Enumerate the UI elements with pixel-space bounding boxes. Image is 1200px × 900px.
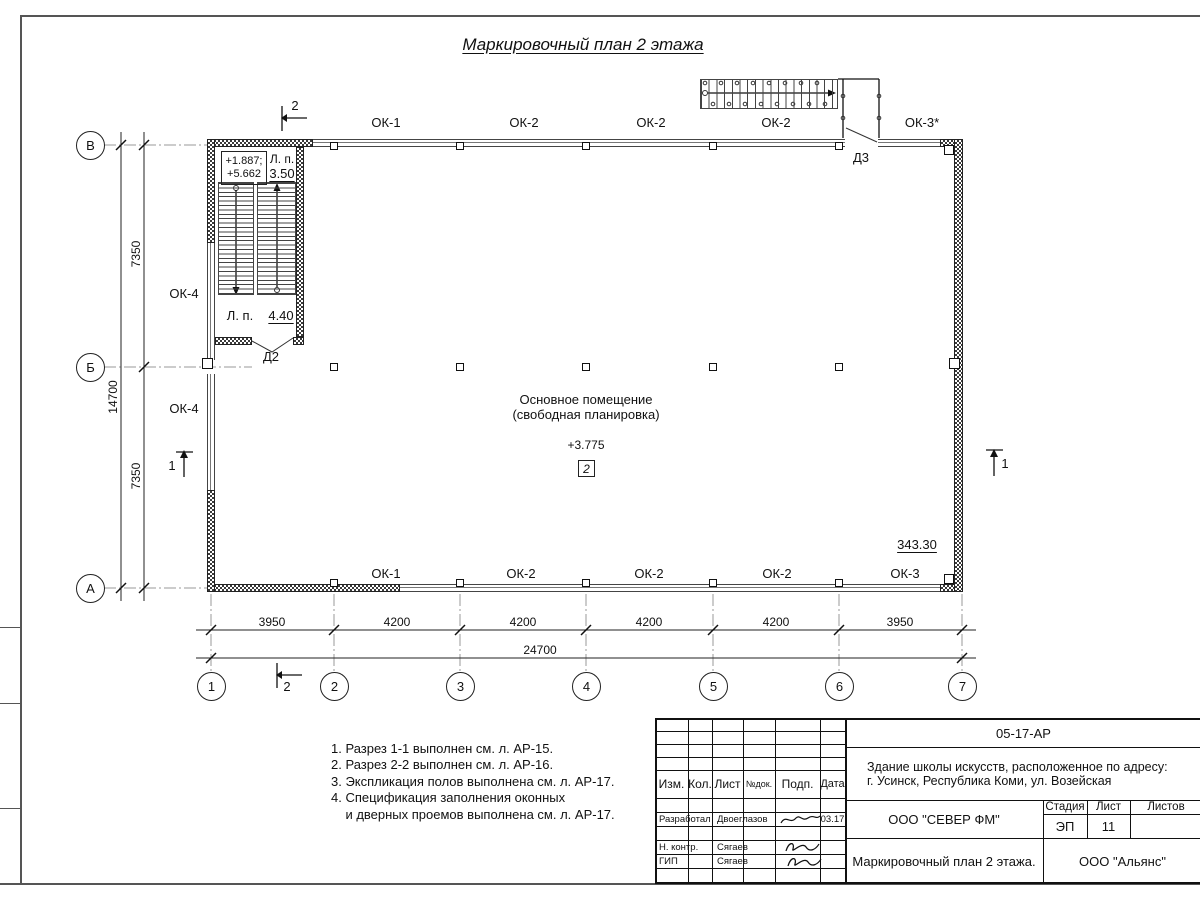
window-band-left-lower	[207, 374, 215, 490]
column-marker	[456, 579, 464, 587]
dim-left-bottom: 7350	[129, 462, 143, 490]
window-label-bottom-3: ОК-2	[634, 566, 664, 581]
room-name-line1: Основное помещение	[519, 392, 653, 407]
axis-label: 4	[582, 679, 591, 694]
tb-header-list: Лист	[714, 777, 741, 791]
column-marker	[835, 142, 843, 150]
dim-bottom-3: 4200	[509, 615, 537, 629]
stair-wall-bottom-right	[293, 337, 304, 345]
room-elevation: +3.775	[567, 438, 605, 452]
signature	[778, 812, 822, 826]
axis-circle-v	[76, 131, 105, 160]
column-marker	[949, 358, 960, 369]
column-marker	[330, 142, 338, 150]
tb-stage-value: ЭП	[1055, 818, 1075, 834]
axis-circle-b	[76, 353, 105, 382]
note-line: 3. Экспликация полов выполнена см. л. АР-17.	[331, 773, 615, 789]
axis-label: Б	[86, 360, 95, 375]
window-label-left-upper: ОК-4	[169, 286, 199, 301]
window-label-top-1: ОК-1	[371, 115, 401, 130]
door-label-d2: Д2	[262, 349, 280, 364]
window-label-bottom-5: ОК-3	[890, 566, 920, 581]
tb-name-developer: Двоеглазов	[717, 813, 768, 825]
tb-hline	[655, 731, 845, 732]
axis-label: В	[86, 138, 95, 153]
section-label-1-left: 1	[168, 458, 176, 473]
wall-top-left	[211, 139, 313, 147]
window-label-top-3: ОК-2	[636, 115, 666, 130]
column-marker	[709, 579, 717, 587]
axis-circle-1	[197, 672, 226, 701]
window-band-left-upper	[207, 243, 215, 360]
axis-circle-2	[320, 672, 349, 701]
window-label-top-2: ОК-2	[509, 115, 539, 130]
tb-drawing-name: Маркировочный план 2 этажа.	[852, 853, 1036, 869]
tb-contractor: ООО "Альянс"	[1079, 853, 1166, 869]
dim-bottom-1: 3950	[258, 615, 286, 629]
tb-header-izm: Изм.	[658, 777, 685, 791]
note-line: и дверных проемов выполнена см. л. АР-17.	[331, 806, 615, 822]
door-swings	[252, 128, 877, 352]
column-marker	[944, 574, 954, 584]
axis-label: 5	[709, 679, 718, 694]
tb-sheets-label: Листов	[1147, 801, 1185, 813]
tb-role-ncontrol: Н. контр.	[659, 841, 699, 853]
tb-header-ndok: №док.	[745, 779, 773, 789]
window-label-bottom-1: ОК-1	[371, 566, 401, 581]
signature	[782, 839, 822, 855]
axis-label: 1	[207, 679, 216, 694]
external-stair	[700, 79, 838, 109]
stair-elevation-2: +5.662	[227, 168, 261, 180]
dim-bottom-6: 3950	[886, 615, 914, 629]
room-area: 343.30	[897, 537, 937, 552]
axis-circle-3	[446, 672, 475, 701]
window-band-bottom	[400, 584, 940, 592]
tb-hline	[655, 757, 845, 758]
axis-label: А	[86, 581, 95, 596]
section-label-2-top: 2	[291, 98, 299, 113]
page-title: Маркировочный план 2 этажа	[462, 35, 704, 54]
tb-role-developer: Разработал	[659, 813, 711, 825]
room-number: 2	[583, 461, 590, 476]
stair-landing-bottom-label: Л. п.	[226, 308, 254, 323]
stair-elevation-1: +1.887;	[225, 155, 263, 167]
window-label-bottom-2: ОК-2	[506, 566, 536, 581]
axis-circle-4	[572, 672, 601, 701]
column-marker	[582, 579, 590, 587]
column-marker	[330, 579, 338, 587]
axis-circle-5	[699, 672, 728, 701]
wall-left-lower	[207, 490, 215, 592]
column-marker	[456, 142, 464, 150]
tb-doc-number: 05-17-АР	[996, 726, 1051, 741]
stair-wall-bottom-left	[215, 337, 252, 345]
wall-left-upper	[207, 139, 215, 243]
column-marker	[582, 142, 590, 150]
tb-stage-label: Стадия	[1045, 801, 1085, 813]
tb-header-data: Дата	[820, 778, 845, 790]
wall-bottom-left	[211, 584, 400, 592]
column-marker	[709, 142, 717, 150]
section-label-2-bottom: 2	[283, 679, 291, 694]
stair-wall-right	[296, 147, 304, 337]
room-number-box	[578, 460, 595, 477]
section-mark-1-left	[176, 450, 193, 477]
column-marker	[456, 363, 464, 371]
dim-left-total: 14700	[106, 380, 120, 414]
dim-bottom-total: 24700	[523, 643, 557, 657]
axis-label: 6	[835, 679, 844, 694]
door-label-d3: Д3	[852, 150, 870, 165]
column-marker	[835, 363, 843, 371]
window-label-top-5: ОК-3*	[904, 115, 940, 130]
column-marker	[202, 358, 213, 369]
tb-header-podp: Подп.	[781, 777, 814, 791]
tb-sheet-label: Лист	[1096, 801, 1121, 813]
stair-elevation-box	[221, 151, 267, 185]
dim-left-top: 7350	[129, 240, 143, 268]
window-band-top	[313, 139, 845, 147]
section-label-1-right: 1	[1001, 456, 1009, 471]
column-marker	[835, 579, 843, 587]
axis-circle-6	[825, 672, 854, 701]
tb-vline	[712, 718, 713, 884]
dim-bottom-4: 4200	[635, 615, 663, 629]
stair-stringer	[253, 182, 258, 295]
axis-label: 2	[330, 679, 339, 694]
dim-bottom-5: 4200	[762, 615, 790, 629]
signature	[784, 854, 824, 870]
window-label-bottom-4: ОК-2	[762, 566, 792, 581]
axis-circle-a	[76, 574, 105, 603]
tb-header-kol: Кол.	[688, 777, 712, 791]
tb-role-gip: ГИП	[659, 855, 678, 867]
axis-circle-7	[948, 672, 977, 701]
window-label-top-4: ОК-2	[761, 115, 791, 130]
tb-hline	[655, 744, 845, 745]
tb-name-gip: Сягаев	[717, 855, 748, 867]
axis-label: 7	[958, 679, 967, 694]
room-name-line2: (свободная планировка)	[512, 407, 660, 422]
notes-block	[331, 741, 615, 823]
note-line: 4. Спецификация заполнения оконных	[331, 790, 566, 806]
tb-object-line1: Здание школы искусств, расположенное по адресу:	[867, 759, 1168, 774]
stair-landing-top-label: Л. п.	[269, 152, 295, 166]
tb-name-ncontrol: Сягаев	[717, 841, 748, 853]
tb-sheets-value	[1130, 814, 1200, 838]
tb-date-developer: 03.17	[820, 813, 845, 825]
stair-landing-bottom-value: 4.40	[268, 308, 294, 323]
window-label-left-lower: ОК-4	[169, 401, 199, 416]
window-band-top-right	[878, 139, 940, 147]
column-marker	[330, 363, 338, 371]
tb-vline	[775, 718, 776, 884]
dim-bottom-2: 4200	[383, 615, 411, 629]
note-line: 1. Разрез 1-1 выполнен см. л. АР-15.	[331, 741, 554, 756]
tb-hline	[655, 826, 845, 827]
tb-object	[845, 747, 1200, 800]
tb-object-line2: г. Усинск, Республика Коми, ул. Возейская	[867, 773, 1112, 788]
tb-sheet-value: 11	[1101, 818, 1116, 834]
column-marker	[582, 363, 590, 371]
note-line: 2. Разрез 2-2 выполнен см. л. АР-16.	[331, 757, 554, 773]
axis-label: 3	[456, 679, 465, 694]
tb-hline	[655, 798, 845, 799]
tb-company: ООО "СЕВЕР ФМ"	[888, 811, 1000, 827]
column-marker	[709, 363, 717, 371]
stair-landing-top-value: 3.50	[269, 166, 295, 181]
column-marker	[944, 145, 954, 155]
